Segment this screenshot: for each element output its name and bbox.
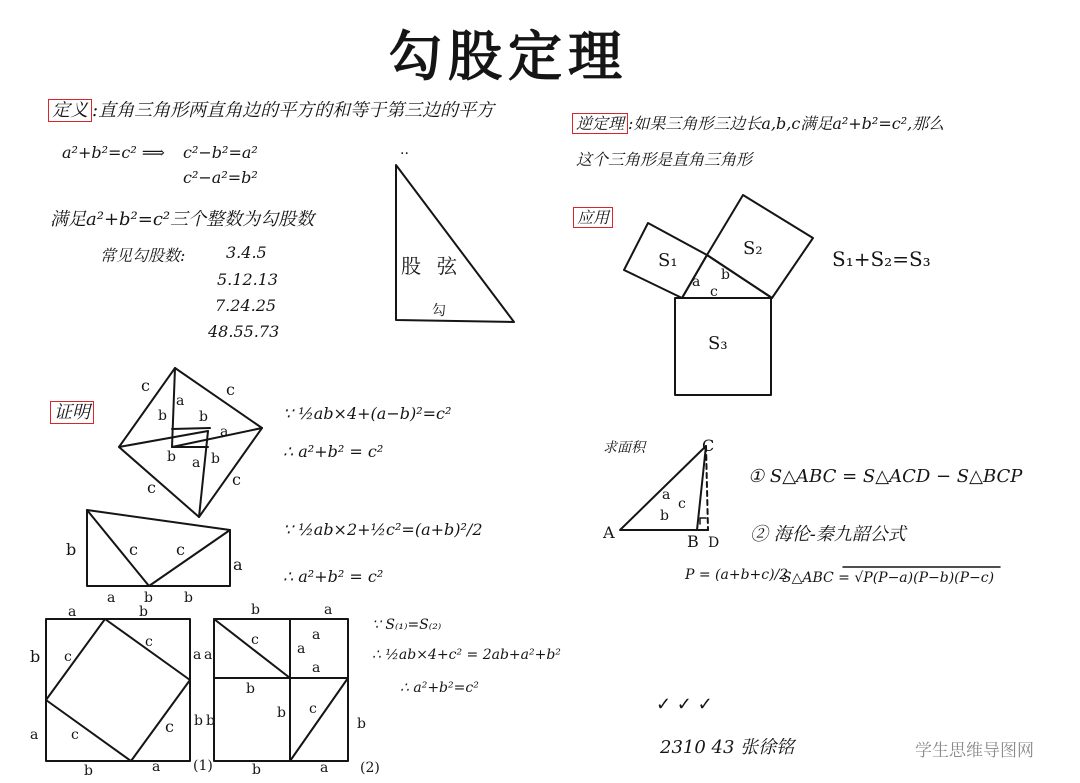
area-C: C — [702, 436, 715, 455]
fig4-label: c — [251, 632, 259, 648]
fig3-mark: (1) — [193, 758, 213, 774]
application-equation: S₁+S₂=S₃ — [832, 247, 931, 271]
proof-tag: 证明 — [50, 401, 94, 424]
triples-rule: 满足a²+b²=c²三个整数为勾股数 — [50, 209, 315, 230]
proof-block — [50, 398, 94, 424]
area-label: 求面积 — [603, 440, 645, 456]
heron-formula: S△ABC = √P(P−a)(P−b)(P−c) — [782, 570, 995, 586]
fig1-label: a — [220, 424, 229, 440]
fig3-label: a — [193, 647, 202, 663]
right-triangle — [396, 165, 514, 322]
application-block — [573, 205, 613, 228]
fig1-label: c — [141, 376, 150, 395]
fig3-label: c — [71, 727, 79, 743]
formula-derived-1: c²−b²=a² — [183, 143, 258, 162]
proof-eq-5: ∵ S₍₁₎=S₍₂₎ — [372, 617, 442, 633]
converse-block — [572, 111, 944, 134]
fig4-label: b — [251, 602, 260, 618]
fig1-label: b — [211, 451, 220, 467]
fig3-label: c — [165, 717, 174, 736]
fig4-label: a — [312, 627, 321, 643]
fig2-label: a — [107, 590, 116, 606]
fig3-label: c — [145, 634, 153, 650]
fig3-label: a — [30, 727, 39, 743]
fig1-label: a — [176, 393, 185, 409]
fig2-label: a — [233, 555, 243, 574]
proof-fig3-square — [46, 619, 190, 761]
fig2-label: b — [184, 590, 193, 606]
converse-tag: 逆定理 — [572, 113, 628, 134]
fig2-label: c — [176, 540, 185, 559]
fig4-mark: (2) — [360, 760, 380, 776]
area-b: b — [660, 508, 669, 524]
triangle-dots: .. — [400, 142, 409, 158]
page-title: 勾股定理 — [388, 24, 628, 88]
common-triples-label: 常见勾股数: — [100, 246, 186, 265]
converse-line-2: 这个三角形是直角三角形 — [576, 150, 753, 169]
proof-eq-7: ∴ a²+b²=c² — [400, 680, 479, 696]
fig1-label: c — [226, 380, 235, 399]
triple-item: 5.12.13 — [217, 270, 279, 289]
fig4-label: b — [277, 705, 286, 721]
area-method-2: ② 海伦-秦九韶公式 — [750, 524, 906, 545]
fig4-label: b — [246, 681, 255, 697]
label-xian: 弦 — [437, 254, 457, 278]
fig1-label: a — [192, 455, 201, 471]
fig4-label: b — [206, 713, 215, 729]
label-b: b — [721, 267, 730, 283]
label-s3: S₃ — [708, 333, 728, 354]
fig1-label: b — [167, 449, 176, 465]
proof-fig2-trapezoid — [87, 510, 230, 586]
watermark: 学生思维导图网 — [915, 741, 1034, 761]
fig4-label: b — [357, 716, 366, 732]
fig2-label: c — [129, 540, 138, 559]
fig1-label: b — [199, 409, 208, 425]
converse-line-1: :如果三角形三边长a,b,c满足a²+b²=c²,那么 — [628, 114, 945, 133]
fig4-label: a — [312, 660, 321, 676]
check-marks: ✓ ✓ ✓ — [656, 694, 713, 715]
p-formula: P = (a+b+c)/2 — [685, 567, 789, 583]
proof-eq-2: ∴ a²+b² = c² — [283, 442, 384, 461]
fig1-label: c — [147, 478, 156, 497]
definition-block — [48, 96, 494, 122]
label-c: c — [710, 284, 718, 300]
fig4-label: a — [204, 647, 213, 663]
label-gou: 勾 — [432, 303, 446, 319]
fig3-label: b — [194, 713, 203, 729]
fig4-label: a — [297, 641, 306, 657]
fig4-label: a — [324, 602, 333, 618]
definition-text: :直角三角形两直角边的平方的和等于第三边的平方 — [92, 100, 495, 121]
application-tag: 应用 — [573, 207, 613, 228]
fig3-label: b — [30, 647, 41, 666]
area-A: A — [603, 523, 615, 542]
area-c: c — [678, 496, 686, 512]
proof-eq-4: ∴ a²+b² = c² — [283, 567, 384, 586]
fig4-label: c — [309, 701, 317, 717]
area-method-1: ① S△ABC = S△ACD − S△BCP — [748, 466, 1023, 487]
area-D: D — [708, 535, 720, 551]
fig3-label: b — [84, 763, 93, 779]
label-s1: S₁ — [658, 250, 678, 271]
triple-item: 7.24.25 — [215, 296, 277, 315]
label-a: a — [692, 274, 701, 290]
definition-tag: 定义 — [48, 99, 92, 122]
fig2-label: b — [144, 590, 153, 606]
triple-item: 3.4.5 — [226, 243, 267, 262]
triple-item: 48.55.73 — [208, 322, 280, 341]
label-s2: S₂ — [743, 238, 763, 259]
signature-line: 2310 43 张徐铭 — [660, 737, 795, 758]
area-a: a — [662, 487, 671, 503]
fig1-label: b — [158, 408, 167, 424]
fig3-label: a — [152, 759, 161, 775]
area-B: B — [687, 532, 699, 551]
proof-eq-3: ∵ ½ab×2+½c²=(a+b)²/2 — [283, 520, 483, 539]
fig3-label: a — [68, 604, 77, 620]
proof-eq-6: ∴ ½ab×4+c² = 2ab+a²+b² — [372, 647, 561, 663]
fig1-label: c — [232, 470, 241, 489]
fig4-label: b — [252, 762, 261, 778]
formula-main: a²+b²=c² ⟹ — [62, 143, 165, 162]
formula-derived-2: c²−a²=b² — [183, 168, 258, 187]
fig2-label: b — [66, 540, 77, 559]
fig4-label: a — [320, 760, 329, 776]
fig3-label: c — [64, 649, 72, 665]
proof-fig4-square — [214, 619, 348, 761]
label-gu: 股 — [401, 254, 421, 278]
fig3-label: b — [139, 604, 148, 620]
proof-eq-1: ∵ ½ab×4+(a−b)²=c² — [283, 404, 452, 423]
